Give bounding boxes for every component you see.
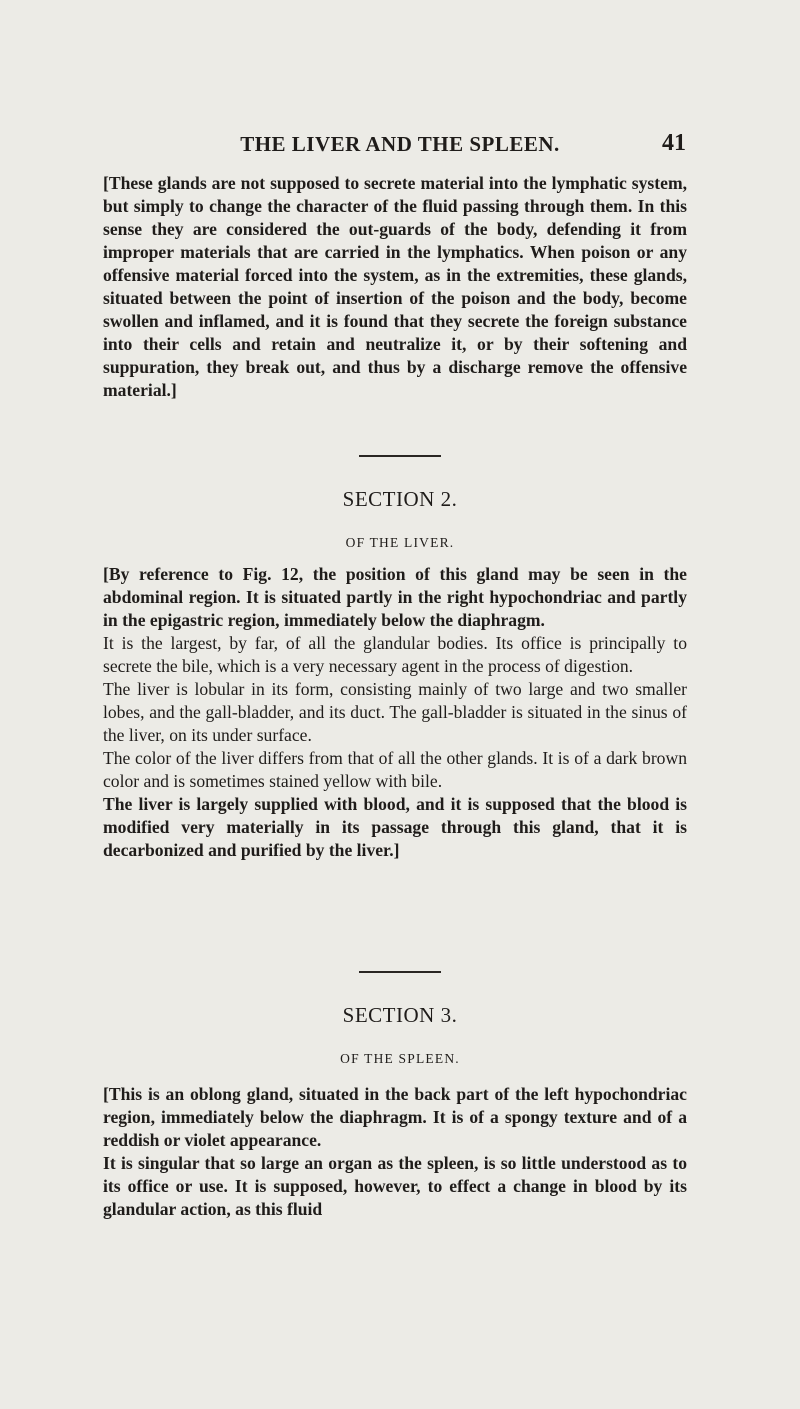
section-3-subheading: OF THE SPLEEN. xyxy=(340,1051,460,1066)
liver-paragraph-5: The liver is largely supplied with blood, and it is supposed that the blood is modified very materially in its passage through this gland, that it is decarbonized and purified by the liver.] xyxy=(103,794,687,860)
section-divider-1 xyxy=(359,455,441,457)
liver-paragraph-4: The color of the liver differs from that of all the other glands. It is of a dark brown color and is sometimes stained yellow with bile. xyxy=(103,748,687,791)
liver-paragraph-2: It is the largest, by far, of all the glandular bodies. Its office is principally to secrete the bile, which is a very necessary agent in the process of digestion. xyxy=(103,633,687,676)
intro-paragraph-block xyxy=(103,172,687,402)
section-3-heading: SECTION 3. xyxy=(342,1003,458,1027)
intro-paragraph: [These glands are not supposed to secrete material into the lymphatic system, but simply to change the character of the fluid passing through them. In this sense they are considered the out-guards of the body, defending it from improper materials that are carried in the lymphatics. When poison or any offensive material forced into the system, as in the extremities, these glands, situated between the point of insertion of the poison and the body, become swollen and inflamed, and it is found that they secrete the foreign substance into their cells and retain and neutralize it, or by their softening and suppuration, they break out, and thus by a discharge remove the offensive material.] xyxy=(103,173,687,400)
section-2-subheading: OF THE LIVER. xyxy=(345,535,455,550)
liver-paragraph-3: The liver is lobular in its form, consisting mainly of two large and two smaller lobes, and the gall-bladder, and its duct. The gall-bladder is situated in the sinus of the liver, on its under surface. xyxy=(103,679,687,745)
section-3-body xyxy=(103,1083,687,1221)
spleen-paragraph-1: [This is an oblong gland, situated in the back part of the left hypochondriac region, immediately below the diaphragm. It is of a spongy texture and of a reddish or violet appearance. xyxy=(103,1084,687,1150)
liver-paragraph-1: [By reference to Fig. 12, the position of this gland may be seen in the abdominal region. It is situated partly in the right hypochondriac and partly in the epigastric region, immediately below the diaphragm. xyxy=(103,564,687,630)
section-divider-2 xyxy=(359,971,441,973)
page-number: 41 xyxy=(662,130,686,156)
spleen-paragraph-2: It is singular that so large an organ as the spleen, is so little understood as to its office or use. It is supposed, however, to effect a change in blood by its glandular action, as this fluid xyxy=(103,1153,687,1219)
section-2-body xyxy=(103,563,687,862)
running-head xyxy=(0,132,800,160)
running-title: THE LIVER AND THE SPLEEN. xyxy=(240,132,560,156)
section-2-heading: SECTION 2. xyxy=(342,487,458,511)
